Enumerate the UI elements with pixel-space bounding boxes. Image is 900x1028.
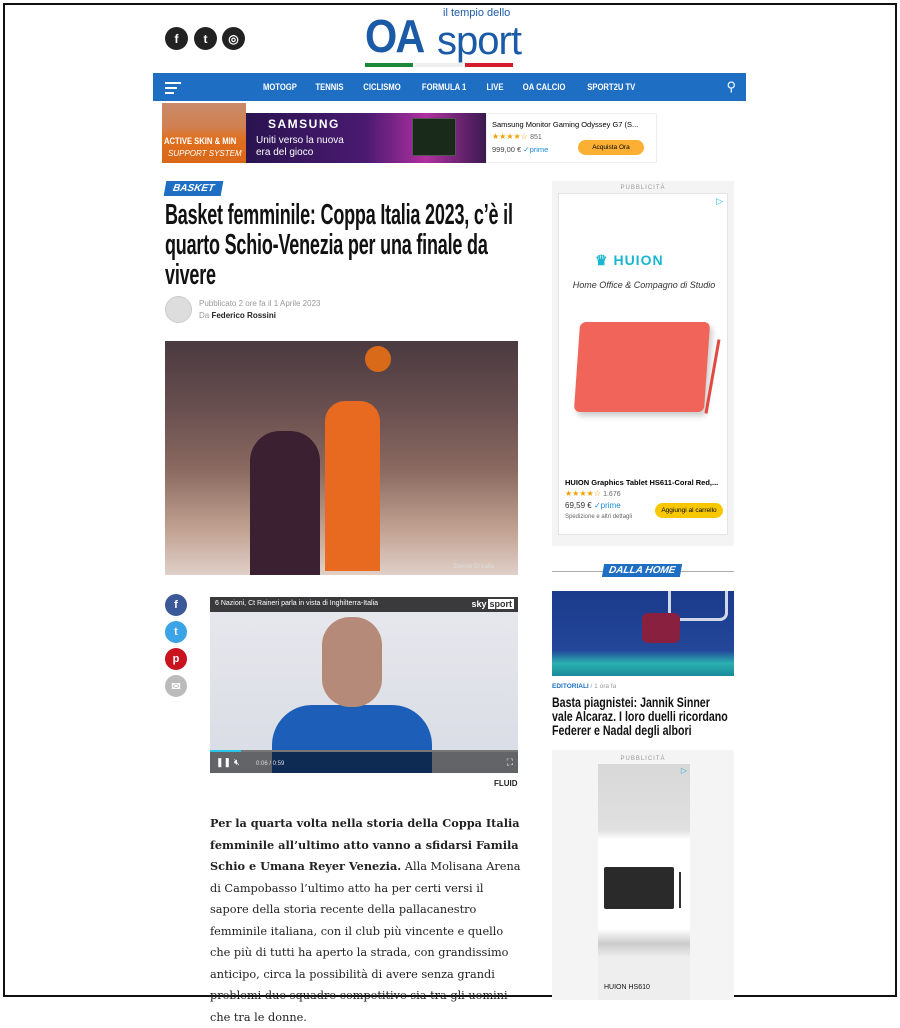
- instagram-icon[interactable]: ◎: [222, 27, 245, 50]
- story-category[interactable]: EDITORIALI: [552, 683, 589, 690]
- video-title: 6 Nazioni, Ct Raineri parla in vista di Inghilterra-Italia: [215, 600, 379, 607]
- speaker-face: [322, 617, 382, 707]
- video-progress-track[interactable]: [210, 750, 518, 752]
- product-name: Samsung Monitor Gaming Odyssey G7 (S...: [492, 120, 639, 129]
- ad-price: 69,59 € ✓prime: [565, 501, 621, 510]
- monitor-image: [412, 118, 456, 156]
- flag-white: [415, 63, 463, 67]
- nav-oa-calcio[interactable]: OA CALCIO: [522, 82, 566, 92]
- share-facebook-icon[interactable]: f: [165, 594, 187, 616]
- story-image[interactable]: [552, 591, 734, 676]
- byline: [165, 296, 525, 324]
- share-pinterest-icon[interactable]: p: [165, 648, 187, 670]
- nav-ciclismo[interactable]: CICLISMO: [363, 82, 402, 92]
- fullscreen-icon[interactable]: ⛶: [506, 757, 513, 767]
- ad-shipping: Spedizione e altri dettagli: [565, 514, 633, 520]
- author-link[interactable]: Federico Rossini: [211, 311, 276, 320]
- pause-icon[interactable]: ❚❚: [216, 757, 232, 767]
- logo-tagline: il tempio dello: [443, 7, 511, 19]
- logo-oa: OA: [365, 10, 424, 62]
- share-email-icon[interactable]: ✉: [165, 675, 187, 697]
- article-photo[interactable]: [165, 341, 518, 575]
- logo-sport: sport: [437, 19, 521, 63]
- share-twitter-icon[interactable]: t: [165, 621, 187, 643]
- sidebar-ad-1[interactable]: [552, 181, 734, 546]
- ad-left-subtext: SUPPORT SYSTEM: [168, 149, 242, 158]
- huion-logo: ♛ HUION: [595, 252, 664, 268]
- ad-product-name: HUION HS610: [604, 984, 650, 991]
- sidebar-ad-2[interactable]: [552, 750, 734, 1000]
- ad-tagline: Home Office & Compagno di Studio: [572, 280, 716, 290]
- hamburger-menu-icon[interactable]: [165, 82, 181, 97]
- samsung-brand: SAMSUNG: [268, 117, 340, 131]
- story-meta: EDITORIALI / 1 ora fa: [552, 683, 617, 690]
- flag-red: [465, 63, 513, 67]
- author-avatar[interactable]: [165, 296, 192, 323]
- twitter-icon[interactable]: t: [194, 27, 217, 50]
- publish-info: Pubblicato 2 ore fa il 1 Aprile 2023: [199, 299, 321, 308]
- main-nav: [153, 73, 746, 101]
- amazon-product-ad[interactable]: [486, 113, 657, 163]
- rating-stars: ★★★★☆ 851: [492, 132, 542, 141]
- tablet-image: [604, 867, 674, 909]
- nav-formula1[interactable]: FORMULA 1: [422, 82, 467, 92]
- ad-product-name: HUION Graphics Tablet HS611-Coral Red,...: [565, 478, 719, 487]
- story-title[interactable]: Basta piagnistei: Jannik Sinner vale Alcaraz. I loro duelli ricordano Federer e Nadal degli albori: [552, 694, 728, 738]
- video-time: 0:06 / 0:59: [256, 761, 285, 767]
- player-image: [642, 613, 680, 643]
- adchoices-icon[interactable]: ▷: [680, 766, 687, 775]
- nav-motogp[interactable]: MOTOGP: [262, 82, 297, 92]
- ad-label: PUBBLICITÀ: [620, 756, 666, 762]
- nav-sport2u-tv[interactable]: SPORT2U TV: [587, 82, 636, 92]
- adchoices-icon[interactable]: ▷: [716, 196, 723, 206]
- nav-live[interactable]: LIVE: [486, 82, 504, 92]
- ad-label: PUBBLICITÀ: [620, 185, 666, 191]
- author-line: Da Federico Rossini: [199, 311, 276, 320]
- video-provider-logo: FLUID: [494, 779, 518, 788]
- samsung-ad[interactable]: [246, 113, 486, 163]
- facebook-icon[interactable]: f: [165, 27, 188, 50]
- category-badge[interactable]: BASKET: [164, 181, 224, 196]
- sky-sport-logo: sky sport: [471, 599, 512, 609]
- player-orange: [325, 401, 380, 571]
- video-player[interactable]: [210, 597, 518, 773]
- photo-credit: Davide Di Lalla: [453, 564, 494, 570]
- video-progress-fill: [210, 750, 241, 752]
- ad-left-banner[interactable]: [162, 103, 246, 163]
- player-dark: [250, 431, 320, 575]
- article-body: Per la quarta volta nella storia della Coppa Italia femminile all’ultimo atto vanno a sfidarsi Famila Schio e Umana Reyer Venezia. Alla Molisana Arena di Campobasso l’ultimo atto ha per certi versi il sapore della storia recente della pallacanestro femminile italiana, con il club più vincente e quello che più di tutti ha aperto la strada, con grandissimo anticipo, circa la possibilità di avere senza grandi problemi due squadre competitive sia tra gli uomini che tra le donne.: [210, 816, 521, 1024]
- buy-now-button[interactable]: Acquista Ora: [578, 140, 644, 155]
- nav-tennis[interactable]: TENNIS: [315, 82, 345, 92]
- samsung-slogan: Uniti verso la nuova era del gioco: [256, 135, 344, 158]
- story-block: [552, 682, 734, 737]
- site-logo[interactable]: [365, 6, 537, 68]
- ad-rating: ★★★★☆ 1.676: [565, 489, 621, 498]
- basketball: [365, 346, 391, 372]
- search-icon[interactable]: ⚲: [726, 79, 736, 94]
- product-price: 999,00 € ✓prime: [492, 145, 549, 154]
- tablet-image: [574, 322, 710, 412]
- article-title: Basket femminile: Coppa Italia 2023, c’è il quarto Schio-Venezia per una finale da vivere: [165, 199, 513, 291]
- pen-image: [679, 872, 681, 908]
- article-header: [165, 200, 525, 324]
- section-heading: DALLA HOME: [602, 564, 683, 577]
- add-to-cart-button[interactable]: Aggiungi al carrello: [655, 503, 723, 518]
- flag-green: [365, 63, 413, 67]
- ad-left-text: ACTIVE SKIN & MIN: [164, 136, 237, 146]
- mute-icon[interactable]: 🔇︎: [234, 757, 240, 767]
